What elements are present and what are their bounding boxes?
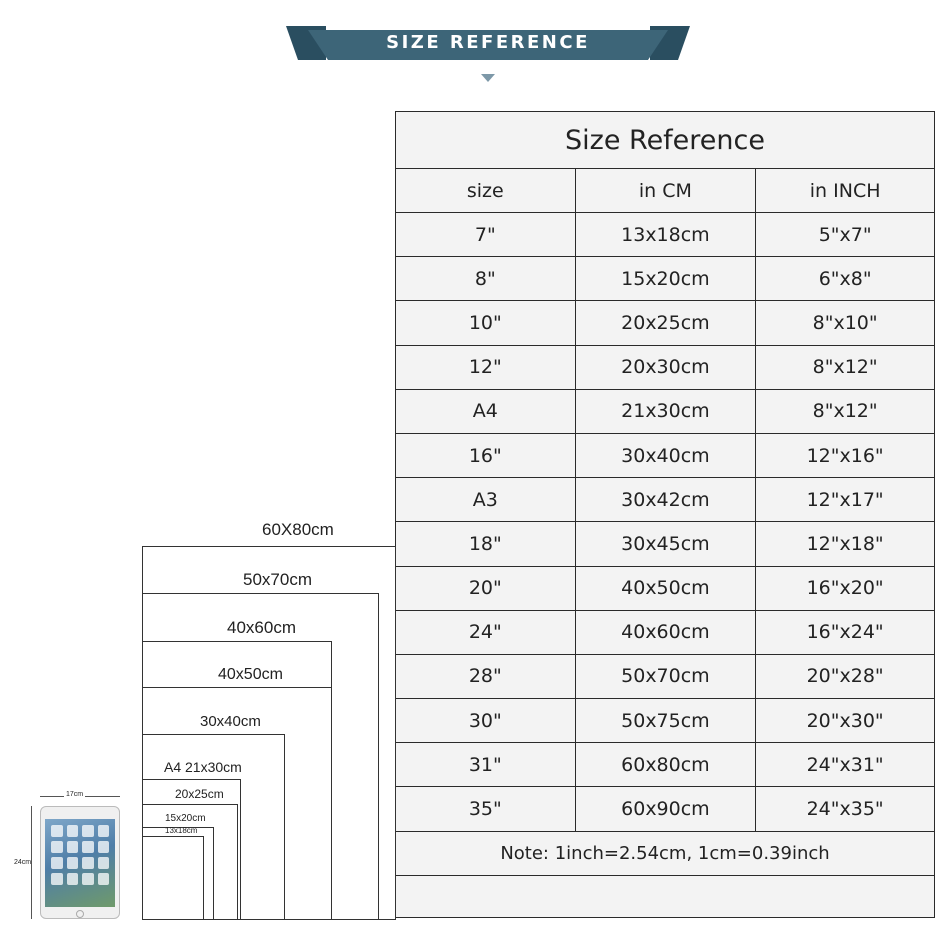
cell-inch: 6"x8": [756, 257, 935, 301]
cell-cm: 60x90cm: [575, 787, 756, 831]
app-grid-icon: [51, 825, 109, 885]
cell-inch: 16"x24": [756, 610, 935, 654]
cell-size: 20": [396, 566, 576, 610]
cell-size: 7": [396, 213, 576, 257]
cell-cm: 20x25cm: [575, 301, 756, 345]
cell-cm: 15x20cm: [575, 257, 756, 301]
cell-cm: 21x30cm: [575, 389, 756, 433]
header-inch: in INCH: [756, 169, 935, 213]
cell-cm: 50x70cm: [575, 654, 756, 698]
cell-size: 18": [396, 522, 576, 566]
cell-cm: 50x75cm: [575, 699, 756, 743]
cell-size: A3: [396, 478, 576, 522]
cell-inch: 8"x12": [756, 389, 935, 433]
frame-label-40x50: 40x50cm: [218, 666, 283, 683]
frame-label-15x20: 15x20cm: [165, 813, 206, 824]
cell-inch: 8"x10": [756, 301, 935, 345]
cell-inch: 20"x30": [756, 699, 935, 743]
cell-size: 35": [396, 787, 576, 831]
cell-size: 8": [396, 257, 576, 301]
cell-inch: 24"x35": [756, 787, 935, 831]
tablet-icon: [40, 806, 120, 919]
cell-cm: 40x60cm: [575, 610, 756, 654]
tablet-width-label: 17cm: [66, 791, 84, 798]
cell-inch: 16"x20": [756, 566, 935, 610]
cell-cm: 20x30cm: [575, 345, 756, 389]
cell-size: 12": [396, 345, 576, 389]
cell-size: 31": [396, 743, 576, 787]
cell-inch: 12"x18": [756, 522, 935, 566]
cell-size: A4: [396, 389, 576, 433]
conversion-note: Note: 1inch=2.54cm, 1cm=0.39inch: [396, 831, 935, 875]
cell-cm: 30x42cm: [575, 478, 756, 522]
cell-size: 30": [396, 699, 576, 743]
cell-inch: 8"x12": [756, 345, 935, 389]
home-button-icon: [76, 910, 84, 918]
frame-label-20x25: 20x25cm: [175, 787, 224, 801]
cell-size: 28": [396, 654, 576, 698]
cell-cm: 30x45cm: [575, 522, 756, 566]
frame-label-50x70: 50x70cm: [243, 570, 312, 589]
frame-label-13x18: 13x18cm: [165, 826, 198, 835]
banner-title: SIZE REFERENCE: [386, 32, 590, 53]
cell-size: 24": [396, 610, 576, 654]
cell-inch: 5"x7": [756, 213, 935, 257]
tablet-screen: [45, 819, 115, 907]
cell-cm: 60x80cm: [575, 743, 756, 787]
cell-size: 16": [396, 433, 576, 477]
cell-inch: 24"x31": [756, 743, 935, 787]
frame-label-a4: A4 21x30cm: [164, 759, 242, 775]
cell-size: 10": [396, 301, 576, 345]
cell-cm: 13x18cm: [575, 213, 756, 257]
frame-label-60x80: 60X80cm: [262, 520, 334, 539]
frame-label-30x40: 30x40cm: [200, 713, 261, 730]
cell-inch: 12"x17": [756, 478, 935, 522]
tablet-height-dimension-line: [31, 806, 32, 919]
frame-label-40x60: 40x60cm: [227, 618, 296, 637]
frame-13x18: [142, 836, 204, 919]
cell-cm: 30x40cm: [575, 433, 756, 477]
frames-base-line: [142, 919, 396, 920]
table-title: Size Reference: [396, 112, 935, 169]
cell-inch: 20"x28": [756, 654, 935, 698]
header-size: size: [396, 169, 576, 213]
header-cm: in CM: [575, 169, 756, 213]
cell-cm: 40x50cm: [575, 566, 756, 610]
cell-inch: 12"x16": [756, 433, 935, 477]
tablet-height-label: 24cm: [14, 859, 32, 866]
